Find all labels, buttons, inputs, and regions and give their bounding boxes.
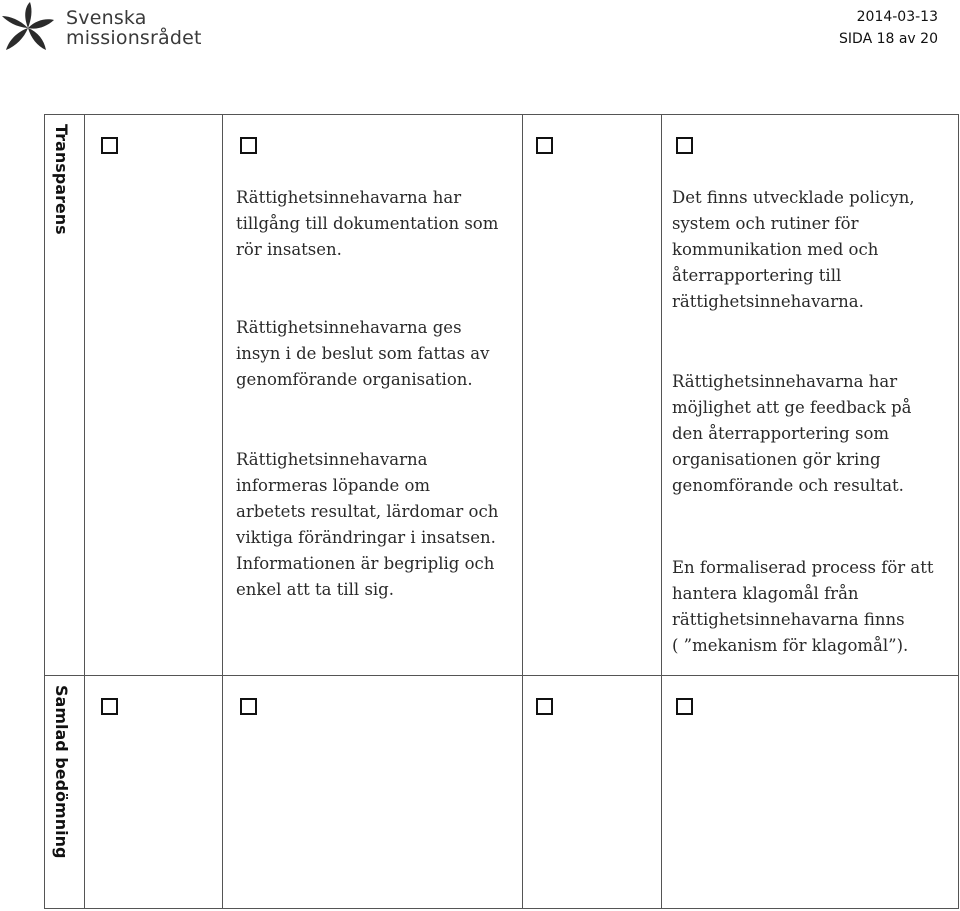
checkbox[interactable] (240, 698, 257, 715)
organisation-logo-mark (0, 2, 56, 54)
logo-line-2: missionsrådet (66, 27, 202, 49)
checkbox[interactable] (536, 698, 553, 715)
criterion-text: Rättighetsinnehavarna har möjlighet att ge feedback på den återrapportering som organisationen gör kring genomförande och resultat. (672, 372, 912, 495)
checkbox[interactable] (676, 698, 693, 715)
document-date: 2014-03-13 (856, 9, 938, 25)
criterion-text: En formaliserad process för att hantera klagomål från rättighetsinnehavarna finns ( ”mekanism för klagomål”). (672, 558, 934, 655)
checkbox[interactable] (101, 698, 118, 715)
assessment-table (44, 114, 959, 909)
criterion-text: Rättighetsinnehavarna ges insyn i de beslut som fattas av genomförande organisation. (236, 318, 490, 389)
page-meta (839, 6, 938, 50)
checkbox[interactable] (240, 137, 257, 154)
logo (0, 2, 200, 54)
checkbox[interactable] (101, 137, 118, 154)
row-label-transparens: Transparens (52, 124, 71, 235)
criterion-text: Det finns utvecklade policyn, system och rutiner för kommunikation med och återrapportering till rättighetsinnehavarna. (672, 188, 915, 311)
logo-line-1: Svenska (66, 7, 147, 29)
criterion-text: Rättighetsinnehavarna har tillgång till dokumentation som rör insatsen. (236, 188, 499, 259)
organisation-name (66, 8, 202, 48)
checkbox[interactable] (536, 137, 553, 154)
page-number: SIDA 18 av 20 (839, 31, 938, 47)
checkbox[interactable] (676, 137, 693, 154)
criterion-text: Rättighetsinnehavarna informeras löpande om arbetets resultat, lärdomar och viktiga förändringar i insatsen. Informationen är begriplig och enkel att ta till sig. (236, 450, 499, 599)
row-label-samlad-bedomning: Samlad bedömning (52, 685, 71, 859)
